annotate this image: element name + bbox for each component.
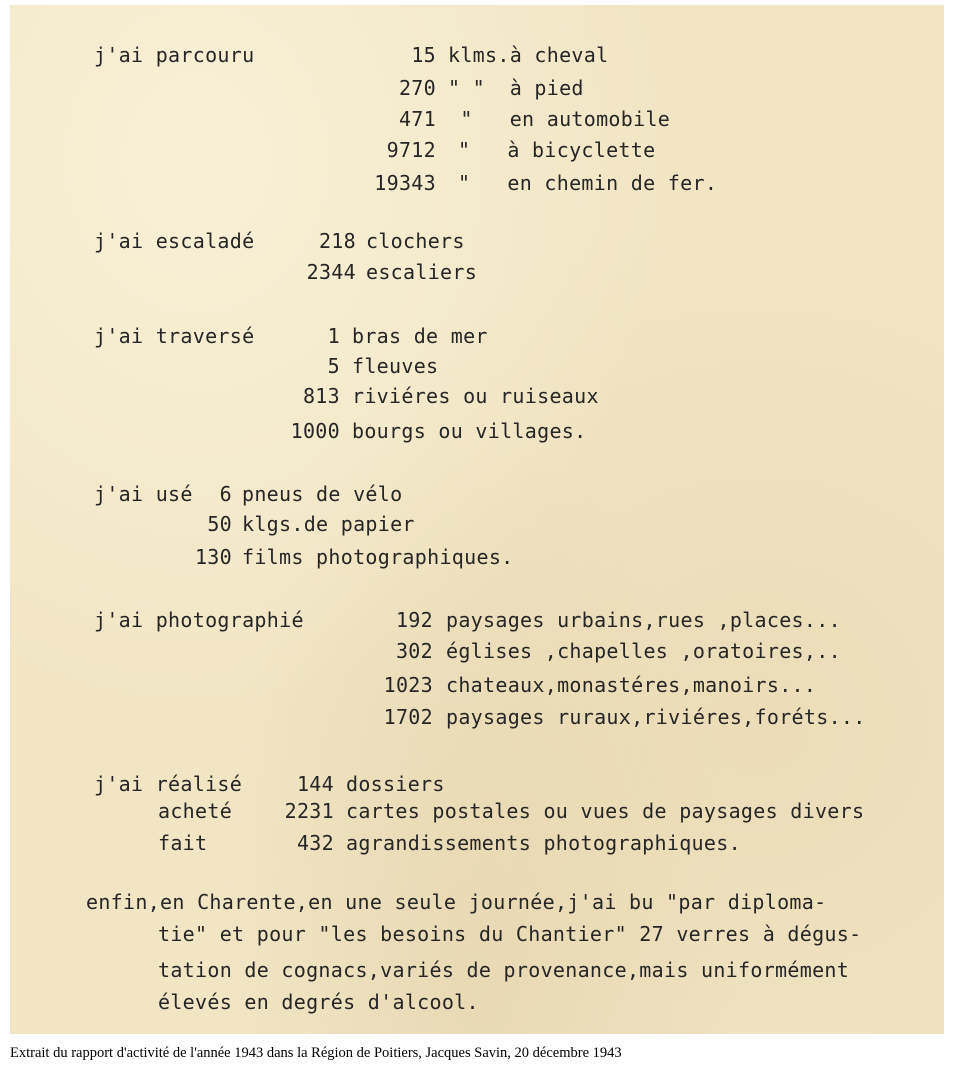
enfin-line: enfin,en Charente,en une seule journée,j'ai bu "par diploma-: [86, 890, 827, 914]
photographie-text: paysages urbains,rues ,places...: [446, 608, 841, 632]
parcouru-value: 471: [398, 107, 436, 131]
use-value: 50: [207, 512, 232, 536]
escalade-label: j'ai escaladé: [94, 229, 255, 253]
achete-value: 2231: [284, 799, 334, 823]
parcouru-value: 270: [398, 76, 436, 100]
photographie-value: 1702: [383, 705, 433, 729]
escalade-value: 2344: [306, 260, 356, 284]
enfin-line: tation de cognacs,variés de provenance,mais uniformément: [158, 958, 850, 982]
photographie-value: 1023: [383, 673, 433, 697]
traverse-text: riviéres ou ruiseaux: [352, 384, 599, 408]
parcouru-text: " " à pied: [448, 76, 584, 100]
parcouru-text: " en automobile: [448, 107, 671, 131]
traverse-text: bras de mer: [352, 324, 488, 348]
typewritten-document: [10, 5, 944, 1034]
traverse-text: fleuves: [352, 354, 439, 378]
photographie-value: 192: [395, 608, 433, 632]
use-text: klgs.de papier: [242, 512, 415, 536]
escalade-text: escaliers: [366, 260, 478, 284]
use-text: films photographiques.: [242, 545, 514, 569]
photographie-text: chateaux,monastéres,manoirs...: [446, 673, 817, 697]
use-value: 6: [219, 482, 232, 506]
traverse-value: 1000: [290, 419, 340, 443]
escalade-value: 218: [318, 229, 356, 253]
photographie-text: paysages ruraux,riviéres,foréts...: [446, 705, 866, 729]
fait-label: fait: [158, 831, 208, 855]
parcouru-value: 19343: [374, 171, 436, 195]
traverse-label: j'ai traversé: [94, 324, 255, 348]
parcouru-text: klms.à cheval: [448, 43, 609, 67]
traverse-value: 5: [327, 354, 340, 378]
traverse-text: bourgs ou villages.: [352, 419, 587, 443]
caption: Extrait du rapport d'activité de l'année 1943 dans la Région de Poitiers, Jacques Savin, 20 décembre 1943: [10, 1045, 622, 1061]
photographie-value: 302: [395, 639, 433, 663]
photographie-text: églises ,chapelles ,oratoires,..: [446, 639, 841, 663]
fait-text: agrandissements photographiques.: [346, 831, 741, 855]
use-value: 130: [194, 545, 232, 569]
use-text: pneus de vélo: [242, 482, 403, 506]
parcouru-text: " à bicyclette: [458, 138, 656, 162]
enfin-line: élevés en degrés d'alcool.: [158, 990, 479, 1014]
parcouru-value: 9712: [386, 138, 436, 162]
enfin-line: tie" et pour "les besoins du Chantier" 27 verres à dégus-: [158, 922, 862, 946]
realise-label: j'ai réalisé: [94, 772, 243, 796]
achete-label: acheté: [158, 799, 233, 823]
fait-value: 432: [296, 831, 334, 855]
traverse-value: 813: [302, 384, 340, 408]
achete-text: cartes postales ou vues de paysages divers: [346, 799, 865, 823]
photographie-label: j'ai photographié: [94, 608, 304, 632]
use-label: j'ai usé: [94, 482, 193, 506]
parcouru-label: j'ai parcouru: [94, 43, 255, 67]
escalade-text: clochers: [366, 229, 465, 253]
traverse-value: 1: [327, 324, 340, 348]
realise-text: dossiers: [346, 772, 445, 796]
parcouru-value: 15: [411, 43, 436, 67]
realise-value: 144: [296, 772, 334, 796]
parcouru-text: " en chemin de fer.: [458, 171, 718, 195]
